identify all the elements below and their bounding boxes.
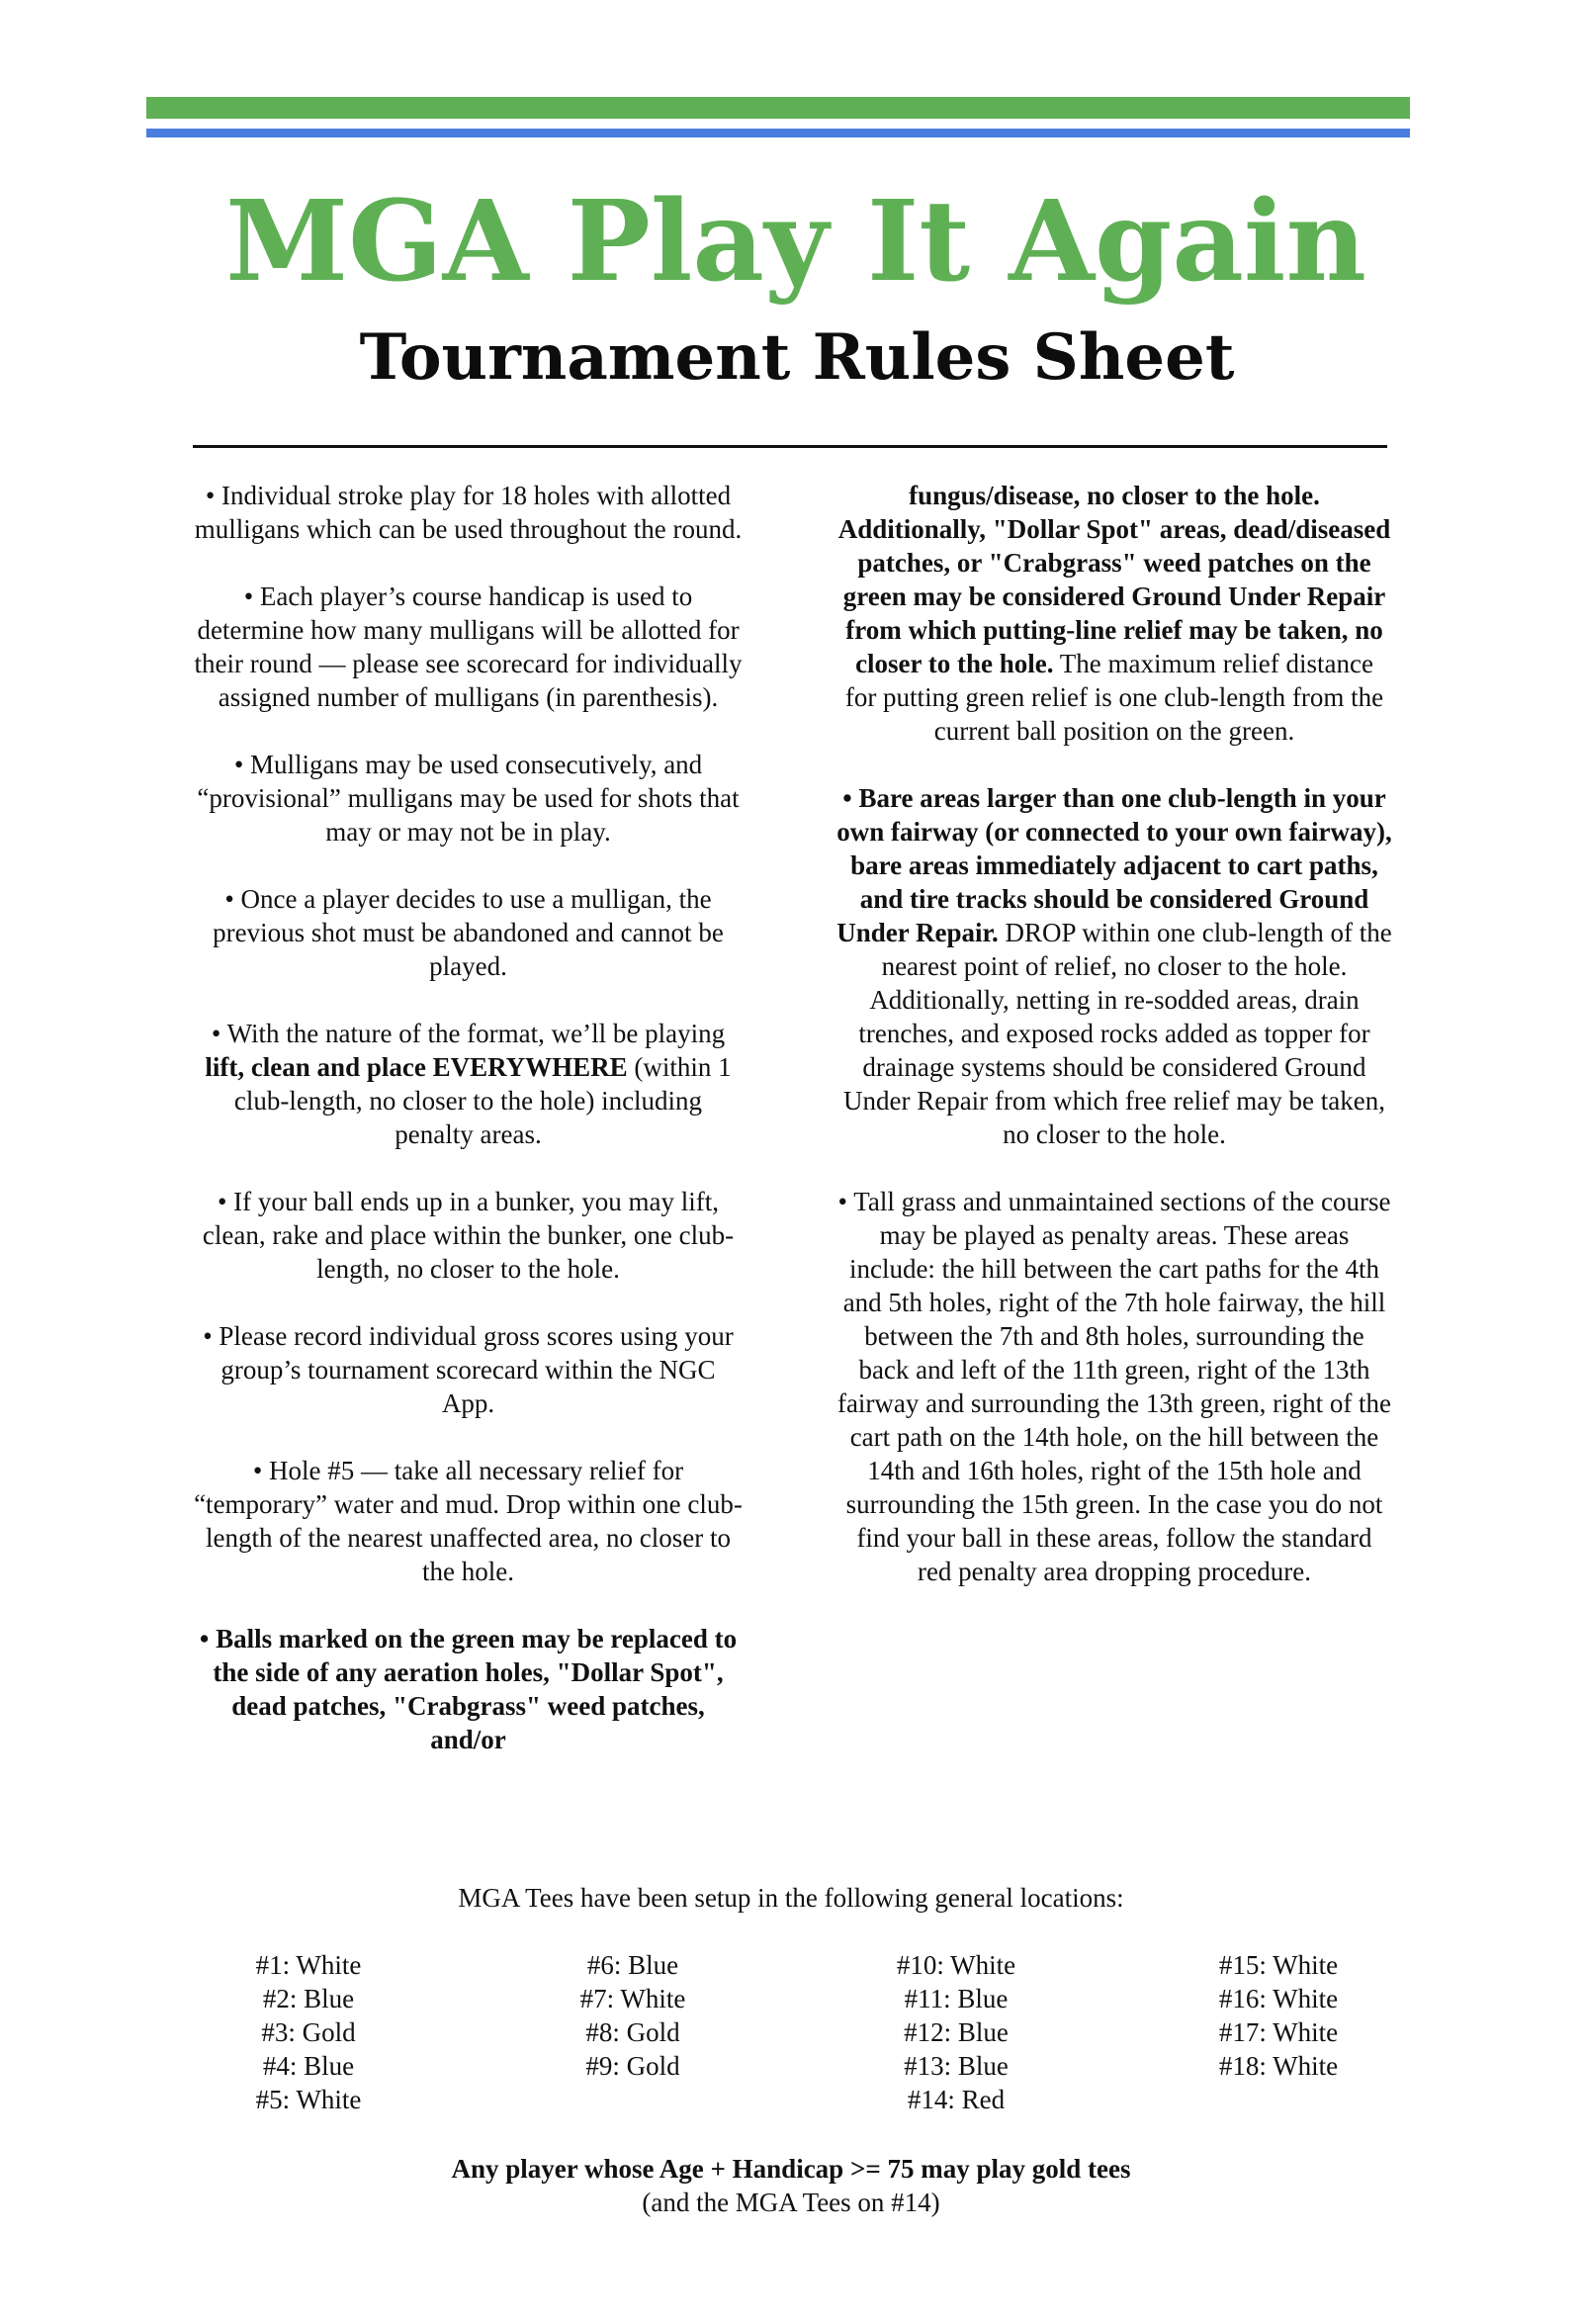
tee-hole-4: #4: Blue [262,2051,355,2081]
tee-hole-11: #11: Blue [904,1984,1009,2013]
tee-hole-14: #14: Red [907,2085,1006,2114]
rule-bare-areas [836,781,1392,1151]
rule-stroke-play: • Individual stroke play for 18 holes with allotted mulligans which can be used throughout the round. [194,481,743,544]
tee-hole-2: #2: Blue [262,1984,355,2013]
header-green-bar [146,97,1410,119]
age-handicap-note: Any player whose Age + Handicap >= 75 may play gold tees [451,2154,1131,2184]
rule-green-marking-continued [836,479,1392,748]
tee-column-3 [872,1948,1040,2116]
rule-consecutive-mulligans: • Mulligans may be used consecutively, and “provisional” mulligans may be used for shots that may or may not be in play. [197,750,740,847]
tee-hole-16: #16: White [1218,1984,1339,2013]
tee-column-2 [554,1948,712,2083]
rule-hole-5: • Hole #5 — take all necessary relief for “temporary” water and mud. Drop within one club-length of the nearest unaffected area, no closer to the hole. [194,1456,743,1586]
tee-column-1 [229,1948,388,2116]
tee-hole-7: #7: White [579,1984,686,2013]
rule-green-continued-plain: The maximum relief distance for putting green relief is one club-length from the current ball position on the green. [844,649,1384,746]
tee-hole-10: #10: White [896,1950,1016,1980]
tee-hole-13: #13: Blue [904,2051,1009,2081]
tee-hole-9: #9: Gold [585,2051,680,2081]
rule-penalty-areas: • Tall grass and unmaintained sections of the course may be played as penalty areas. These areas include: the hill between the cart paths for the 4th and 5th holes, right of the 7th hole fairway, the hill between the 7th and 8th holes, surrounding the back and left of the 11th green, right of the 13th fairway and surrounding the 13th green, right of the cart path on the 14th hole, on the hill between the 14th and 16th holes, right of the 15th hole and surrounding the 15th green. In the case you do not find your ball in these areas, follow the standard red penalty area dropping procedure. [836,1187,1392,1586]
page-subtitle: Tournament Rules Sheet [359,320,1235,395]
tee-hole-12: #12: Blue [904,2017,1009,2047]
tees-intro: MGA Tees have been setup in the following general locations: [458,1883,1124,1913]
rule-green-marking [194,1622,743,1756]
title-divider [193,445,1387,448]
tee-hole-1: #1: White [255,1950,362,1980]
rule-bare-areas-plain: DROP within one club-length of the nearest point of relief, no closer to the hole. Additionally, netting in re-sodded areas, drain trenches, and exposed rocks added as topper for drainage systems should be considered Ground Under Repair from which free relief may be taken, no closer to the hole. [842,918,1392,1149]
age-handicap-subnote: (and the MGA Tees on #14) [642,2188,940,2217]
tee-column-4 [1194,1948,1362,2083]
tee-hole-17: #17: White [1218,2017,1339,2047]
page-title: MGA Play It Again [225,177,1366,307]
rule-green-marking-bold: • Balls marked on the green may be replaced to the side of any aeration holes, "Dollar Spot", dead patches, "Crabgrass" weed patches, and/or [199,1624,738,1754]
rule-bare-areas-bold: • Bare areas larger than one club-length in your own fairway (or connected to your own fairway), bare areas immediately adjacent to cart paths, and tire tracks should be considered Ground Under Repair. [836,783,1392,947]
rule-record-scores: • Please record individual gross scores using your group’s tournament scorecard within the NGC App. [203,1321,734,1418]
tee-hole-3: #3: Gold [261,2017,356,2047]
tee-hole-6: #6: Blue [586,1950,679,1980]
tee-hole-15: #15: White [1218,1950,1339,1980]
rule-abandon-shot: • Once a player decides to use a mulligan, the previous shot must be abandoned and cannot be played. [213,884,724,981]
tee-hole-5: #5: White [255,2085,362,2114]
rules-right-column [836,479,1392,1588]
rule-lift-clean-place [194,1017,743,1151]
rule-green-continued-bold: fungus/disease, no closer to the hole. Additionally, "Dollar Spot" areas, dead/diseased patches, or "Crabgrass" weed patches on the green may be considered Ground Under Repair from which putting-line relief may be taken, no closer to the hole. [837,481,1391,678]
rules-left-column [194,479,743,1756]
rule-lift-clean-place-bold: lift, clean and place EVERYWHERE [205,1052,628,1082]
tee-hole-8: #8: Gold [585,2017,680,2047]
rule-lift-clean-place-tail: (within 1 club-length, no closer to the hole) including penalty areas. [233,1052,732,1149]
rule-bunker: • If your ball ends up in a bunker, you may lift, clean, rake and place within the bunker, one club-length, no closer to the hole. [202,1187,735,1284]
header-blue-bar [146,129,1410,137]
tee-hole-18: #18: White [1218,2051,1339,2081]
rule-lift-clean-place-lead: • With the nature of the format, we’ll be playing [211,1019,726,1048]
rule-handicap-mulligans: • Each player’s course handicap is used to determine how many mulligans will be allotted for their round — please see scorecard for individually assigned number of mulligans (in parenthesis). [194,581,743,712]
